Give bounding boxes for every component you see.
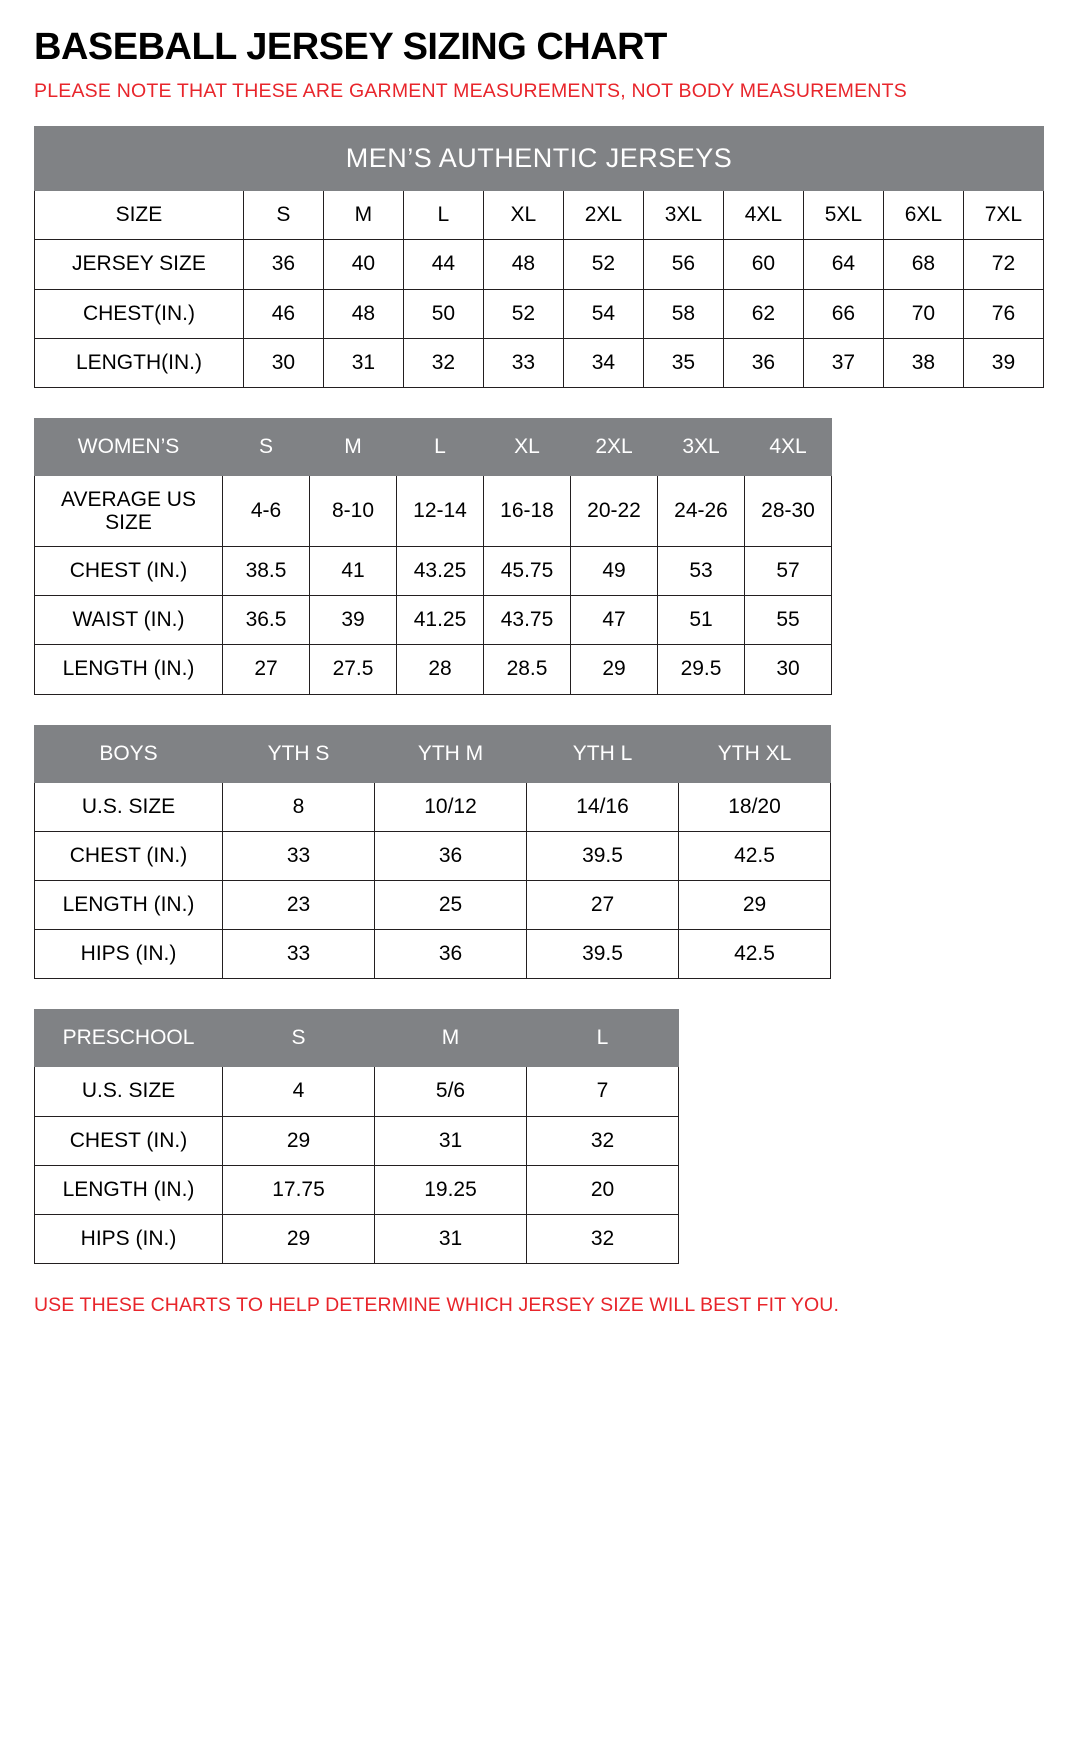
table-cell: 62 — [723, 289, 803, 338]
table-row — [35, 547, 832, 596]
mens-band-title: MEN’S AUTHENTIC JERSEYS — [35, 127, 1044, 191]
row-label: HIPS (IN.) — [35, 930, 223, 979]
table-cell: 25 — [375, 880, 527, 929]
column-header: YTH S — [223, 725, 375, 782]
column-header: YTH L — [527, 725, 679, 782]
column-header: XL — [484, 418, 571, 475]
table-row — [35, 596, 832, 645]
table-cell: 29.5 — [658, 645, 745, 694]
table-row — [35, 475, 832, 546]
column-header: BOYS — [35, 725, 223, 782]
column-header: M — [310, 418, 397, 475]
row-label: U.S. SIZE — [35, 1067, 223, 1116]
table-cell: 20 — [527, 1165, 679, 1214]
table-cell: 29 — [571, 645, 658, 694]
table-cell: 33 — [483, 338, 563, 387]
table-cell: 60 — [723, 240, 803, 289]
table-row — [35, 831, 831, 880]
table-cell: 36 — [375, 930, 527, 979]
table-cell: 32 — [527, 1116, 679, 1165]
table-cell: 53 — [658, 547, 745, 596]
column-header: 6XL — [883, 191, 963, 240]
table-cell: 8-10 — [310, 475, 397, 546]
table-row — [35, 289, 1044, 338]
table-cell: 4-6 — [223, 475, 310, 546]
table-cell: 36.5 — [223, 596, 310, 645]
table-cell: 43.25 — [397, 547, 484, 596]
table-cell: 36 — [243, 240, 323, 289]
table-cell: 10/12 — [375, 782, 527, 831]
column-header: S — [243, 191, 323, 240]
table-cell: 41.25 — [397, 596, 484, 645]
table-cell: 57 — [745, 547, 832, 596]
column-header: M — [375, 1010, 527, 1067]
column-header: 5XL — [803, 191, 883, 240]
table-cell: 56 — [643, 240, 723, 289]
table-cell: 49 — [571, 547, 658, 596]
column-header: L — [527, 1010, 679, 1067]
table-cell: 54 — [563, 289, 643, 338]
table-header-row — [35, 1010, 679, 1067]
column-header: L — [397, 418, 484, 475]
column-header: S — [223, 1010, 375, 1067]
table-cell: 17.75 — [223, 1165, 375, 1214]
table-cell: 35 — [643, 338, 723, 387]
column-header: 4XL — [723, 191, 803, 240]
table-cell: 51 — [658, 596, 745, 645]
table-cell: 66 — [803, 289, 883, 338]
table-cell: 20-22 — [571, 475, 658, 546]
column-header: WOMEN’S — [35, 418, 223, 475]
table-row — [35, 1214, 679, 1263]
table-row — [35, 338, 1044, 387]
table-cell: 40 — [323, 240, 403, 289]
table-cell: 48 — [323, 289, 403, 338]
table-cell: 39.5 — [527, 930, 679, 979]
table-header-row — [35, 418, 832, 475]
row-label: LENGTH (IN.) — [35, 1165, 223, 1214]
table-cell: 39 — [963, 338, 1043, 387]
table-row — [35, 782, 831, 831]
table-cell: 29 — [679, 880, 831, 929]
table-cell: 43.75 — [484, 596, 571, 645]
column-header: YTH M — [375, 725, 527, 782]
table-cell: 30 — [243, 338, 323, 387]
table-cell: 64 — [803, 240, 883, 289]
column-header: 7XL — [963, 191, 1043, 240]
table-cell: 50 — [403, 289, 483, 338]
table-cell: 70 — [883, 289, 963, 338]
table-cell: 42.5 — [679, 831, 831, 880]
column-header: 2XL — [563, 191, 643, 240]
row-label: LENGTH (IN.) — [35, 880, 223, 929]
table-cell: 28.5 — [484, 645, 571, 694]
table-cell: 8 — [223, 782, 375, 831]
table-cell: 52 — [483, 289, 563, 338]
table-cell: 72 — [963, 240, 1043, 289]
row-label: WAIST (IN.) — [35, 596, 223, 645]
boys-sizing-table — [34, 725, 831, 980]
column-header: 4XL — [745, 418, 832, 475]
table-cell: 45.75 — [484, 547, 571, 596]
table-cell: 16-18 — [484, 475, 571, 546]
column-header: YTH XL — [679, 725, 831, 782]
column-header: XL — [483, 191, 563, 240]
table-cell: 28-30 — [745, 475, 832, 546]
table-cell: 55 — [745, 596, 832, 645]
footer-note: USE THESE CHARTS TO HELP DETERMINE WHICH JERSEY SIZE WILL BEST FIT YOU. — [34, 1293, 839, 1316]
row-label: JERSEY SIZE — [35, 240, 244, 289]
table-cell: 31 — [323, 338, 403, 387]
table-cell: 46 — [243, 289, 323, 338]
table-cell: 12-14 — [397, 475, 484, 546]
table-band-row — [35, 127, 1044, 191]
column-header: 2XL — [571, 418, 658, 475]
table-cell: 42.5 — [679, 930, 831, 979]
table-cell: 48 — [483, 240, 563, 289]
table-cell: 32 — [527, 1214, 679, 1263]
page-title: BASEBALL JERSEY SIZING CHART — [34, 26, 667, 68]
table-row — [35, 645, 832, 694]
table-cell: 39 — [310, 596, 397, 645]
column-header: PRESCHOOL — [35, 1010, 223, 1067]
table-cell: 31 — [375, 1214, 527, 1263]
table-cell: 27 — [223, 645, 310, 694]
row-label: LENGTH (IN.) — [35, 645, 223, 694]
table-cell: 5/6 — [375, 1067, 527, 1116]
table-header-row — [35, 725, 831, 782]
table-cell: 38.5 — [223, 547, 310, 596]
table-cell: 38 — [883, 338, 963, 387]
table-header-row — [35, 191, 1044, 240]
table-cell: 33 — [223, 831, 375, 880]
table-cell: 41 — [310, 547, 397, 596]
column-header: S — [223, 418, 310, 475]
table-row — [35, 880, 831, 929]
table-cell: 24-26 — [658, 475, 745, 546]
column-header: L — [403, 191, 483, 240]
table-cell: 47 — [571, 596, 658, 645]
table-cell: 14/16 — [527, 782, 679, 831]
table-cell: 76 — [963, 289, 1043, 338]
table-cell: 19.25 — [375, 1165, 527, 1214]
table-cell: 68 — [883, 240, 963, 289]
row-label: HIPS (IN.) — [35, 1214, 223, 1263]
row-label: U.S. SIZE — [35, 782, 223, 831]
table-cell: 36 — [723, 338, 803, 387]
row-label: CHEST (IN.) — [35, 1116, 223, 1165]
table-row — [35, 1067, 679, 1116]
table-cell: 29 — [223, 1214, 375, 1263]
column-header: 3XL — [658, 418, 745, 475]
column-header: M — [323, 191, 403, 240]
table-cell: 30 — [745, 645, 832, 694]
table-cell: 27 — [527, 880, 679, 929]
table-cell: 36 — [375, 831, 527, 880]
table-cell: 32 — [403, 338, 483, 387]
row-label: CHEST (IN.) — [35, 547, 223, 596]
table-cell: 7 — [527, 1067, 679, 1116]
table-row — [35, 240, 1044, 289]
womens-sizing-table — [34, 418, 832, 695]
row-label: LENGTH(IN.) — [35, 338, 244, 387]
row-label: AVERAGE US SIZE — [35, 475, 223, 546]
table-cell: 37 — [803, 338, 883, 387]
table-cell: 39.5 — [527, 831, 679, 880]
table-cell: 58 — [643, 289, 723, 338]
column-header: 3XL — [643, 191, 723, 240]
table-cell: 31 — [375, 1116, 527, 1165]
table-cell: 52 — [563, 240, 643, 289]
table-cell: 29 — [223, 1116, 375, 1165]
table-cell: 33 — [223, 930, 375, 979]
row-label: CHEST (IN.) — [35, 831, 223, 880]
table-cell: 4 — [223, 1067, 375, 1116]
mens-sizing-table — [34, 126, 1044, 388]
measurement-note: PLEASE NOTE THAT THESE ARE GARMENT MEASUREMENTS, NOT BODY MEASUREMENTS — [34, 79, 907, 102]
table-cell: 27.5 — [310, 645, 397, 694]
table-cell: 34 — [563, 338, 643, 387]
table-row — [35, 1116, 679, 1165]
table-cell: 18/20 — [679, 782, 831, 831]
preschool-sizing-table — [34, 1009, 679, 1264]
table-cell: 28 — [397, 645, 484, 694]
table-row — [35, 930, 831, 979]
table-row — [35, 1165, 679, 1214]
table-cell: 44 — [403, 240, 483, 289]
table-cell: 23 — [223, 880, 375, 929]
row-label: CHEST(IN.) — [35, 289, 244, 338]
column-header: SIZE — [35, 191, 244, 240]
